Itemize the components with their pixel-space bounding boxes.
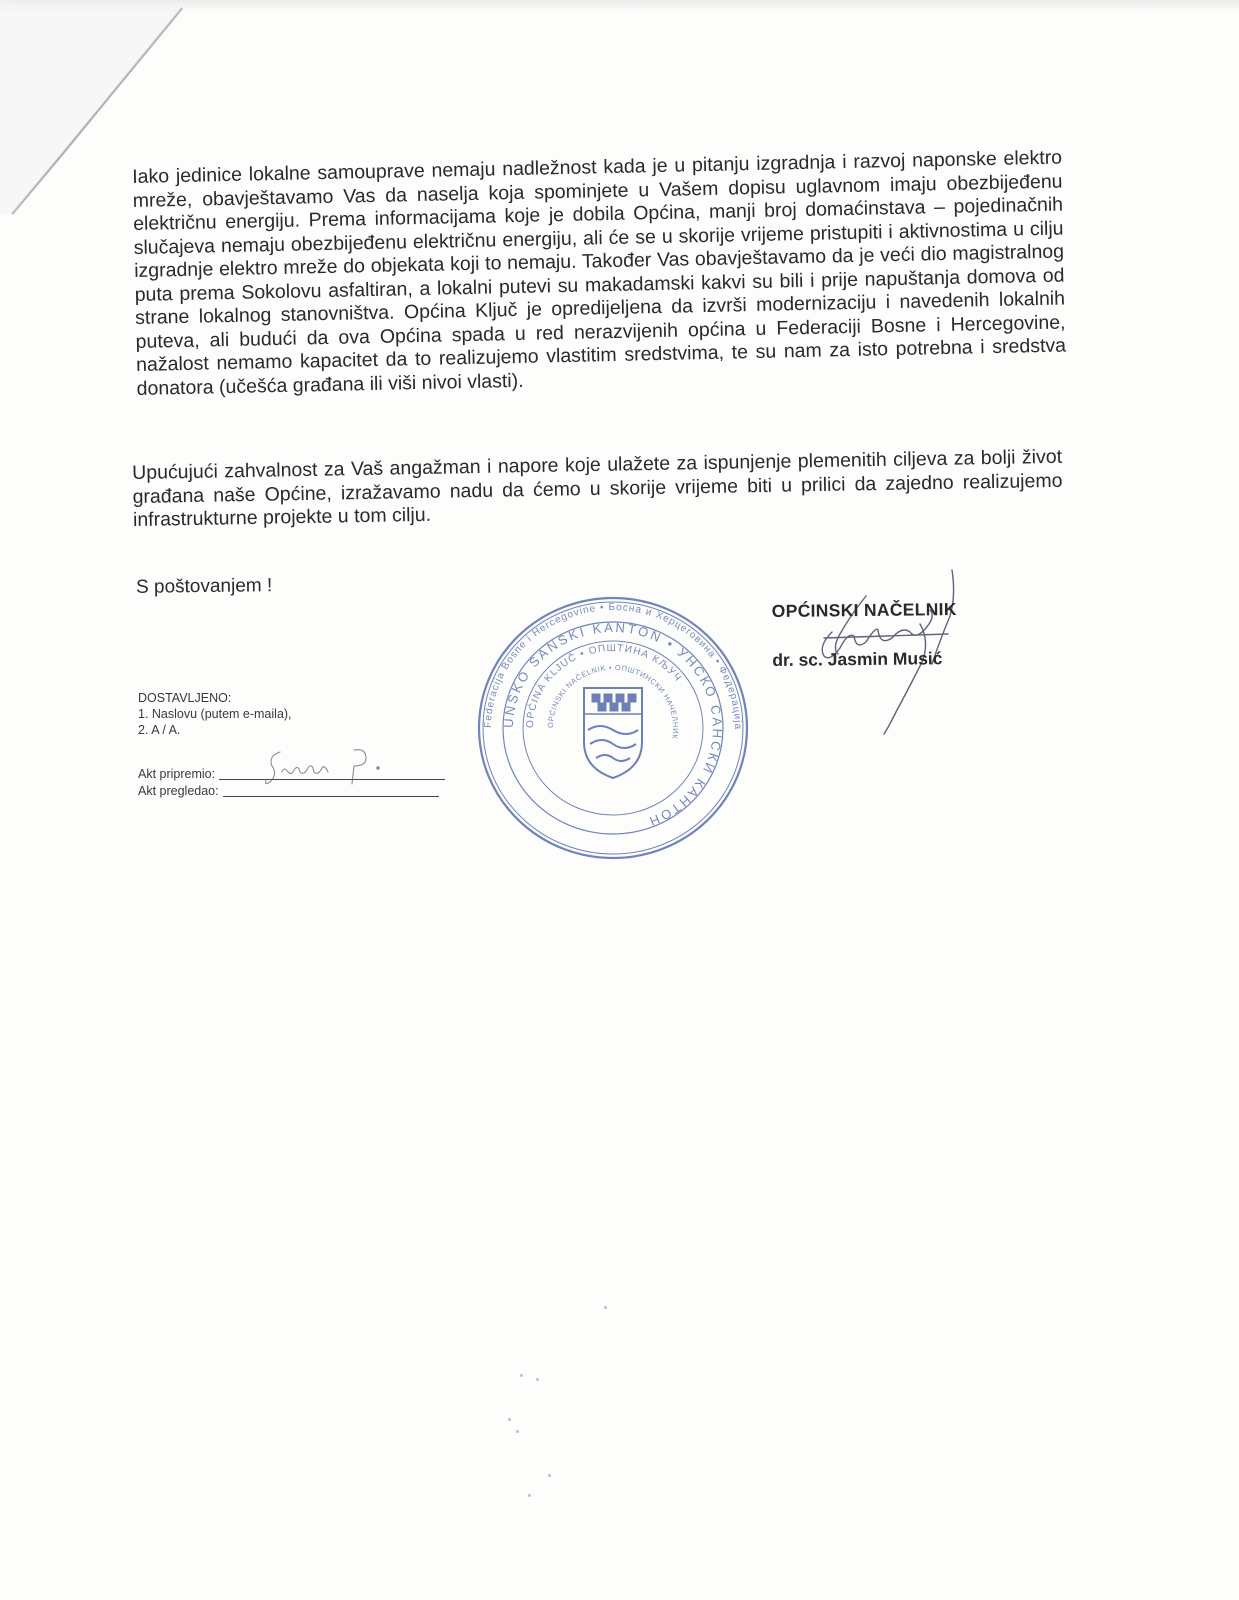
scan-speck bbox=[536, 1378, 539, 1381]
scan-speck bbox=[508, 1418, 511, 1421]
official-stamp bbox=[472, 592, 754, 864]
signatory-title: OPĆINSKI NAČELNIK bbox=[771, 599, 957, 621]
letter-paragraph-2: Upućujući zahvalnost za Vaš angažman i napore koje ulažete za ispunjenje plemenitih ciljeva za bolji život građana naše Općine, izražavamo nadu da ćemo u skorije vrijeme biti u prilici da zajedno realizujemo infrastrukturne projekte u tom cilju. bbox=[132, 445, 1063, 531]
reviewed-by-line bbox=[223, 796, 439, 797]
scan-speck bbox=[528, 1494, 531, 1497]
letter-paragraph-1: Iako jedinice lokalne samouprave nemaju nadležnost kada je u pitanju izgradnja i razvoj naponske elektro mreže, obavještavamo Vas da naselja koja spominjete u Vašem dopisu uglavnom imaju obezbijeđenu električnu energiju. Prema informacijama koje je dobila Općina, manji broj domaćinstava – pojedinačnih slučajeva nemaju obezbijeđenu električnu energiju, ali će se u skorije vrijeme pristupiti i aktivnostima u cilju izgradnje elektro mreže do objekata koji to nemaju. Također Vas obavještavamo da je veći dio magistralnog puta prema Sokolovu asfaltiran, a lokalni putevi su makadamski kakvi su bili i prije napuštanja domova od strane lokalnog stanovništva. Općina Ključ je opredijeljena da izvrši modernizaciju i navedenih lokalnih puteva, ali budući da ova Općina spada u red nerazvijenih općina u Federaciji Bosne i Hercegovine, nažalost nemamo kapacitet da to realizujemo vlastitim sredstvima, te su nam za isto potrebna i sredstva donatora (učešća građana ili viši nivoi vlasti). bbox=[132, 146, 1067, 400]
handwritten-initials bbox=[262, 742, 392, 790]
coat-of-arms-icon bbox=[584, 688, 642, 778]
scan-speck bbox=[604, 1306, 607, 1309]
stamp-outer-ring-text: Federacija Bosne i Hercegovine • Босна и Херцеговина • Федерација bbox=[482, 601, 744, 731]
stamp-inner-ring-text: OPĆINA KLJUČ • ОПШТИНА КЉУЧ bbox=[524, 642, 684, 729]
stamp-middle-ring-text: UNSKO SANSKI KANTON • УНСКО САНСКИ КАНТОН bbox=[500, 619, 726, 830]
delivery-item: 2. A / A. bbox=[138, 723, 181, 737]
scan-speck bbox=[516, 1430, 519, 1433]
delivery-item: 1. Naslovu (putem e-maila), bbox=[138, 707, 292, 721]
letter-closing: S poštovanjem ! bbox=[135, 575, 273, 598]
scan-speck bbox=[548, 1474, 551, 1477]
delivery-heading: DOSTAVLJENO: bbox=[138, 691, 232, 705]
prepared-by-label: Akt pripremio: bbox=[138, 767, 216, 781]
scan-speck bbox=[520, 1374, 523, 1377]
signatory-block bbox=[772, 599, 958, 671]
signatory-name: dr. sc. Jasmin Musić bbox=[772, 648, 943, 670]
delivery-list bbox=[138, 690, 292, 738]
stamp-center-ring-text: OPĆINSKI NAČELNIK • ОПШТИНСКИ НАЧЕЛНИК bbox=[545, 662, 681, 740]
reviewed-by-label: Akt pregledao: bbox=[138, 784, 219, 798]
